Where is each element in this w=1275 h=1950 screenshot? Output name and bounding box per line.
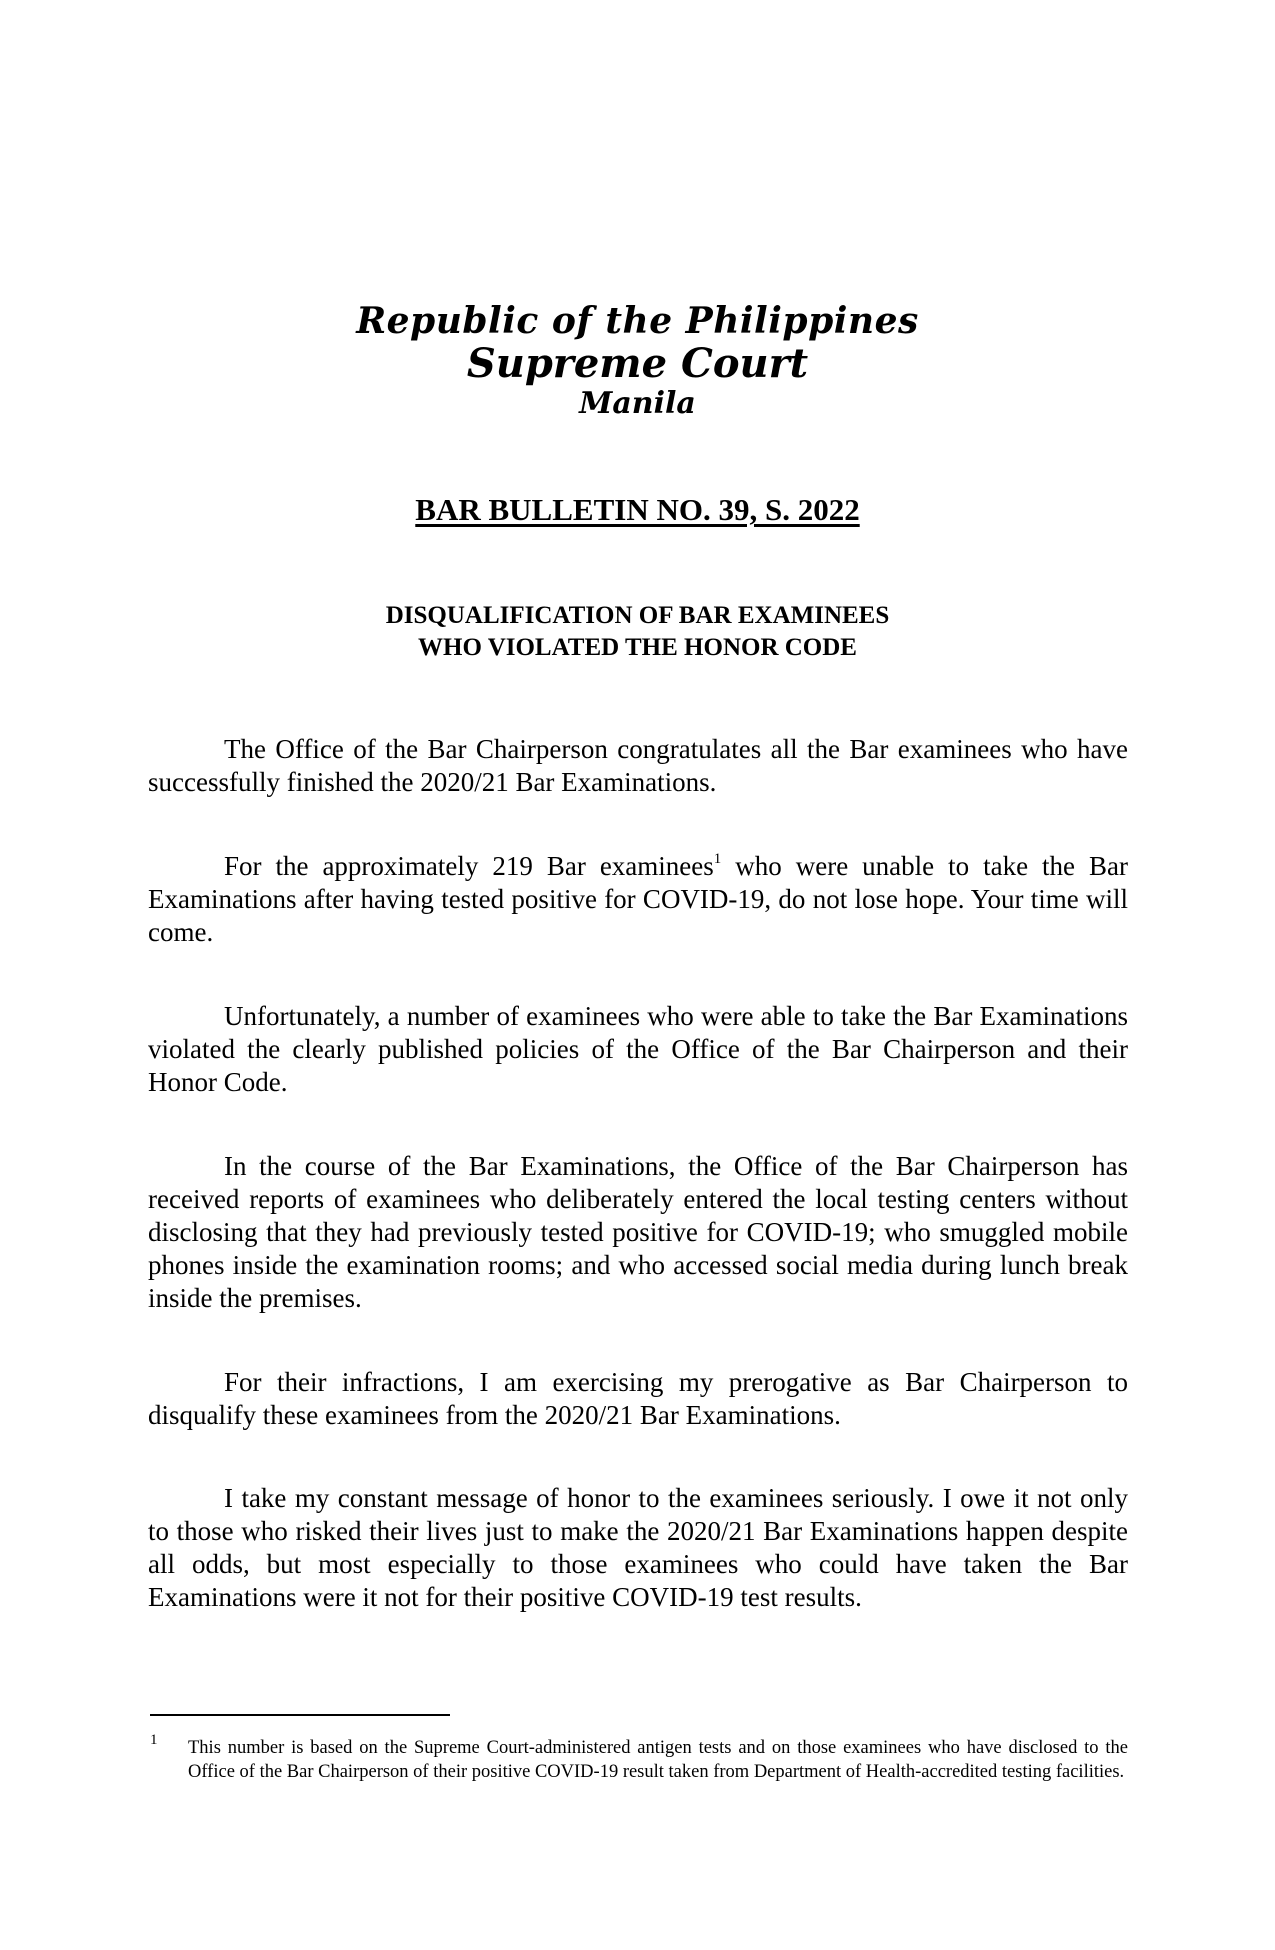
footnote-separator [150, 1714, 450, 1716]
paragraph-violations: Unfortunately, a number of examinees who were able to take the Bar Examinations violated the clearly published policies of the Office of the Bar Chairperson and their Honor Code. [148, 1001, 1128, 1097]
paragraph-covid-examinees [148, 850, 1128, 949]
footnote-text: This number is based on the Supreme Court-administered antigen tests and on those examinees who have disclosed to the Office of the Bar Chairperson of their positive COVID-19 result taken from Department of Health-accredited testing facilities. [188, 1738, 1128, 1782]
paragraph-honor-message: I take my constant message of honor to the examinees seriously. I owe it not only to those who risked their lives just to make the 2020/21 Bar Examinations happen despite all odds, but most especially to those examinees who could have taken the Bar Examinations were it not for their positive COVID-19 test results. [148, 1483, 1128, 1612]
letterhead-republic: Republic of the Philippines [356, 300, 919, 342]
paragraph-reports: In the course of the Bar Examinations, the Office of the Bar Chairperson has received reports of examinees who deliberately entered the local testing centers without disclosing that they had previously tested positive for COVID-19; who smuggled mobile phones inside the examination rooms; and who accessed social media during lunch break inside the premises. [148, 1151, 1128, 1313]
paragraph-text: who were unable to take the Bar Examinations after having tested positive for COVID-19, do not lose hope. Your time will come. [148, 851, 1129, 947]
letterhead-supreme-court: Supreme Court [466, 340, 809, 387]
letterhead-manila: Manila [579, 386, 696, 421]
subtitle-line-1: DISQUALIFICATION OF BAR EXAMINEES [385, 602, 890, 629]
document-subtitle [0, 600, 1275, 664]
subtitle-line-2: WHO VIOLATED THE HONOR CODE [418, 634, 857, 661]
paragraph-text: For the approximately 219 Bar examinees [224, 851, 714, 881]
paragraph-congratulations: The Office of the Bar Chairperson congratulates all the Bar examinees who have successfully finished the 2020/21 Bar Examinations. [148, 734, 1128, 797]
footnote-reference: 1 [713, 851, 722, 867]
paragraph-disqualification: For their infractions, I am exercising my prerogative as Bar Chairperson to disqualify these examinees from the 2020/21 Bar Examinations. [148, 1367, 1128, 1430]
footnote-mark: 1 [150, 1732, 158, 1748]
bulletin-title: BAR BULLETIN NO. 39, S. 2022 [415, 492, 860, 527]
